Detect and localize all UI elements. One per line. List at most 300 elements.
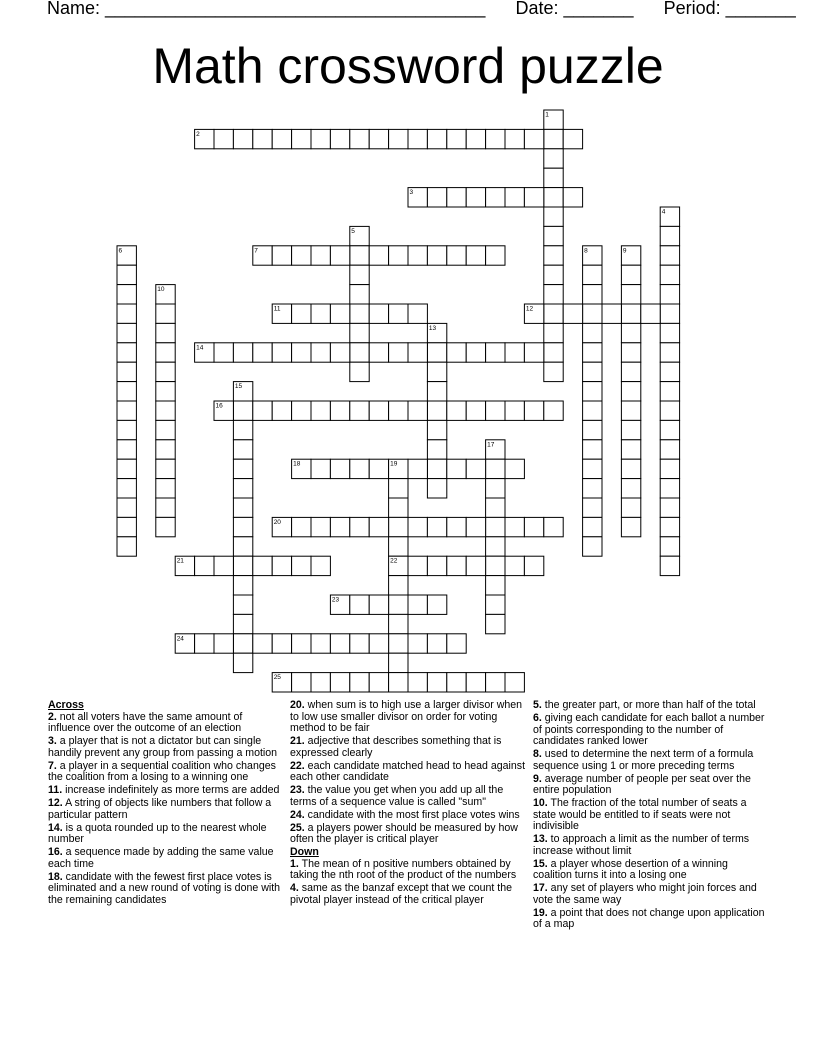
grid-cell[interactable] [330,343,349,362]
grid-cell[interactable] [660,265,679,284]
grid-cell[interactable] [233,537,252,556]
grid-cell[interactable] [660,537,679,556]
grid-cell[interactable] [389,498,408,517]
grid-cell[interactable] [214,556,233,575]
grid-cell[interactable] [583,382,602,401]
grid-cell[interactable] [621,440,640,459]
grid-cell[interactable] [621,304,640,323]
grid-cell[interactable] [311,246,330,265]
grid-cell[interactable] [369,129,388,148]
across-heading: Across [48,699,84,711]
grid-cell[interactable] [389,576,408,595]
grid-cell[interactable] [524,517,543,536]
period-field[interactable]: Period: _______ [663,0,796,18]
grid-cell[interactable] [544,129,563,148]
name-field[interactable]: Name: ______________________________________ [47,0,486,18]
grid-cell[interactable] [311,634,330,653]
grid-cell[interactable] [233,343,252,362]
clue-number: 13 [428,324,437,332]
grid-cell[interactable] [292,129,311,148]
grid-cell[interactable] [369,401,388,420]
grid-cell[interactable] [486,343,505,362]
grid-cell[interactable] [292,673,311,692]
grid-cell[interactable] [486,673,505,692]
grid-cell[interactable] [427,382,446,401]
grid-cell[interactable] [350,362,369,381]
grid-cell[interactable] [505,343,524,362]
grid-cell[interactable] [660,479,679,498]
grid-cell[interactable] [660,362,679,381]
grid-cell[interactable] [563,188,582,207]
grid-cell[interactable] [369,343,388,362]
clue-number: 23 [331,596,340,604]
grid-cell[interactable] [389,537,408,556]
grid-cell[interactable] [350,673,369,692]
grid-cell[interactable] [505,459,524,478]
grid-cell[interactable] [583,459,602,478]
grid-cell[interactable] [292,343,311,362]
grid-cell[interactable] [621,382,640,401]
grid-cell[interactable] [524,343,543,362]
clue-number: 8 [584,247,588,255]
grid-cell[interactable] [389,614,408,633]
grid-cell[interactable] [447,129,466,148]
grid-cell[interactable] [427,246,446,265]
grid-cell[interactable] [117,479,136,498]
grid-cell[interactable] [544,265,563,284]
grid-cell[interactable] [272,634,291,653]
grid-cell[interactable] [233,556,252,575]
clue-number: 17 [487,441,495,449]
grid-cell[interactable] [389,246,408,265]
clue-num: 3. [48,735,57,747]
across-clue [290,761,526,784]
down-clue [290,883,526,906]
grid-cell[interactable] [660,498,679,517]
grid-cell[interactable] [389,479,408,498]
grid-cell[interactable] [524,188,543,207]
grid-cell[interactable] [427,129,446,148]
grid-cell[interactable] [427,459,446,478]
grid-cell[interactable] [389,343,408,362]
grid-cell[interactable] [621,420,640,439]
grid-cell[interactable] [408,129,427,148]
grid-cell[interactable] [466,401,485,420]
grid-cell[interactable] [447,556,466,575]
grid-cell[interactable] [233,129,252,148]
grid-cell[interactable] [117,401,136,420]
grid-cell[interactable] [369,246,388,265]
grid-cell[interactable] [486,479,505,498]
grid-cell[interactable] [350,517,369,536]
grid-cell[interactable] [350,634,369,653]
grid-cell[interactable] [253,129,272,148]
grid-cell[interactable] [660,246,679,265]
grid-cell[interactable] [389,517,408,536]
grid-cell[interactable] [544,517,563,536]
grid-cell[interactable] [486,537,505,556]
grid-cell[interactable] [408,556,427,575]
grid-cell[interactable] [369,304,388,323]
grid-cell[interactable] [660,304,679,323]
grid-cell[interactable] [447,188,466,207]
grid-cell[interactable] [486,614,505,633]
grid-cell[interactable] [408,673,427,692]
grid-cell[interactable] [486,498,505,517]
grid-cell[interactable] [563,304,582,323]
grid-cell[interactable] [466,343,485,362]
grid-cell[interactable] [524,401,543,420]
grid-cell[interactable] [544,343,563,362]
grid-cell[interactable] [621,285,640,304]
grid-cell[interactable] [195,556,214,575]
grid-cell[interactable] [427,188,446,207]
grid-cell[interactable] [544,226,563,245]
grid-cell[interactable] [350,285,369,304]
grid-cell[interactable] [292,556,311,575]
grid-cell[interactable] [330,401,349,420]
grid-cell[interactable] [369,634,388,653]
grid-cell[interactable] [583,420,602,439]
grid-cell[interactable] [389,401,408,420]
grid-cell[interactable] [486,459,505,478]
grid-cell[interactable] [233,517,252,536]
grid-cell[interactable] [427,517,446,536]
grid-cell[interactable] [117,440,136,459]
grid-cell[interactable] [117,362,136,381]
grid-cell[interactable] [272,246,291,265]
grid-cell[interactable] [350,323,369,342]
grid-cell[interactable] [350,246,369,265]
grid-cell[interactable] [408,304,427,323]
grid-cell[interactable] [660,226,679,245]
grid-cell[interactable] [427,673,446,692]
grid-cell[interactable] [330,246,349,265]
down-clue [533,859,765,882]
grid-cell[interactable] [233,634,252,653]
grid-cell[interactable] [330,634,349,653]
grid-cell[interactable] [408,634,427,653]
grid-cell[interactable] [466,517,485,536]
grid-cell[interactable] [544,362,563,381]
clue-number: 4 [661,208,666,216]
grid-cell[interactable] [156,440,175,459]
grid-cell[interactable] [156,498,175,517]
grid-cell[interactable] [621,479,640,498]
grid-cell[interactable] [427,556,446,575]
grid-cell[interactable] [272,556,291,575]
across-clue [48,847,284,870]
grid-cell[interactable] [117,382,136,401]
grid-cell[interactable] [272,129,291,148]
grid-cell[interactable] [350,265,369,284]
grid-cell[interactable] [330,129,349,148]
grid-cell[interactable] [408,595,427,614]
grid-cell[interactable] [427,362,446,381]
grid-cell[interactable] [544,207,563,226]
grid-cell[interactable] [660,459,679,478]
grid-cell[interactable] [583,323,602,342]
grid-cell[interactable] [272,401,291,420]
grid-cell[interactable] [233,576,252,595]
grid-cell[interactable] [311,343,330,362]
grid-cell[interactable] [156,517,175,536]
clue-text: used to determine the next term of a formula sequence using 1 or more preceding terms [533,748,754,772]
grid-cell[interactable] [544,149,563,168]
grid-cell[interactable] [583,440,602,459]
grid-cell[interactable] [447,246,466,265]
grid-cell[interactable] [660,517,679,536]
grid-cell[interactable] [369,459,388,478]
grid-cell[interactable] [505,129,524,148]
grid-cell[interactable] [505,188,524,207]
grid-cell[interactable] [583,343,602,362]
grid-cell[interactable] [583,479,602,498]
grid-cell[interactable] [447,517,466,536]
grid-cell[interactable] [408,459,427,478]
clue-text: to approach a limit as the number of terms increase without limit [533,833,750,857]
clue-number: 12 [525,305,534,313]
grid-cell[interactable] [621,498,640,517]
grid-cell[interactable] [330,304,349,323]
grid-cell[interactable] [447,634,466,653]
grid-cell[interactable] [156,382,175,401]
grid-cell[interactable] [466,673,485,692]
grid-cell[interactable] [117,459,136,478]
grid-cell[interactable] [311,517,330,536]
grid-cell[interactable] [505,401,524,420]
grid-cell[interactable] [447,401,466,420]
grid-cell[interactable] [660,440,679,459]
grid-cell[interactable] [583,517,602,536]
grid-cell[interactable] [660,401,679,420]
clue-number: 15 [234,383,243,391]
grid-cell[interactable] [621,265,640,284]
grid-cell[interactable] [544,246,563,265]
grid-cell[interactable] [505,673,524,692]
grid-cell[interactable] [486,246,505,265]
grid-cell[interactable] [621,401,640,420]
grid-cell[interactable] [544,188,563,207]
grid-cell[interactable] [389,673,408,692]
grid-cell[interactable] [408,246,427,265]
clue-num: 6. [533,712,542,724]
grid-cell[interactable] [427,420,446,439]
grid-cell[interactable] [330,459,349,478]
down-heading: Down [290,846,319,858]
grid-cell[interactable] [544,285,563,304]
grid-cell[interactable] [350,129,369,148]
grid-cell[interactable] [583,285,602,304]
grid-cell[interactable] [233,653,252,672]
grid-cell[interactable] [292,401,311,420]
grid-cell[interactable] [641,304,660,323]
grid-cell[interactable] [389,653,408,672]
grid-cell[interactable] [195,634,214,653]
grid-cell[interactable] [389,129,408,148]
grid-cell[interactable] [311,556,330,575]
grid-cell[interactable] [292,517,311,536]
grid-cell[interactable] [486,556,505,575]
grid-cell[interactable] [486,595,505,614]
grid-cell[interactable] [466,188,485,207]
grid-cell[interactable] [524,129,543,148]
grid-cell[interactable] [350,459,369,478]
clue-text: any set of players who might join forces and vote the same way [533,882,757,906]
grid-cell[interactable] [233,401,252,420]
grid-cell[interactable] [214,634,233,653]
grid-cell[interactable] [602,304,621,323]
grid-cell[interactable] [253,634,272,653]
grid-cell[interactable] [233,498,252,517]
grid-cell[interactable] [292,634,311,653]
grid-cell[interactable] [389,304,408,323]
clue-number: 3 [409,189,414,197]
grid-cell[interactable] [505,517,524,536]
grid-cell[interactable] [583,362,602,381]
grid-cell[interactable] [369,595,388,614]
grid-cell[interactable] [156,420,175,439]
grid-cell[interactable] [117,420,136,439]
grid-cell[interactable] [486,517,505,536]
clue-num: 12. [48,797,63,809]
grid-cell[interactable] [466,129,485,148]
grid-cell[interactable] [621,323,640,342]
grid-cell[interactable] [330,517,349,536]
grid-cell[interactable] [427,440,446,459]
grid-cell[interactable] [311,401,330,420]
clue-text: a player in a sequential coalition who changes the coalition from a losing to a winning one [48,759,276,783]
grid-cell[interactable] [117,285,136,304]
grid-cell[interactable] [233,420,252,439]
grid-cell[interactable] [524,556,543,575]
grid-cell[interactable] [486,576,505,595]
grid-cell[interactable] [544,304,563,323]
grid-cell[interactable] [466,556,485,575]
grid-cell[interactable] [408,517,427,536]
grid-cell[interactable] [350,401,369,420]
grid-cell[interactable] [156,459,175,478]
grid-cell[interactable] [156,479,175,498]
grid-cell[interactable] [466,246,485,265]
grid-cell[interactable] [369,517,388,536]
grid-cell[interactable] [156,343,175,362]
grid-cell[interactable] [117,343,136,362]
grid-cell[interactable] [583,401,602,420]
grid-cell[interactable] [233,459,252,478]
grid-cell[interactable] [660,382,679,401]
grid-cell[interactable] [427,595,446,614]
grid-cell[interactable] [350,343,369,362]
grid-cell[interactable] [505,556,524,575]
grid-cell[interactable] [233,440,252,459]
grid-cell[interactable] [156,323,175,342]
grid-cell[interactable] [117,537,136,556]
grid-cell[interactable] [447,343,466,362]
date-field[interactable]: Date: _______ [515,0,634,18]
clue-text: The fraction of the total number of seats a state would be entitled to if seats were not indivisible [533,797,747,832]
grid-cell[interactable] [427,343,446,362]
grid-cell[interactable] [408,401,427,420]
grid-cell[interactable] [253,343,272,362]
grid-cell[interactable] [117,304,136,323]
grid-cell[interactable] [311,304,330,323]
grid-cell[interactable] [583,265,602,284]
grid-cell[interactable] [214,129,233,148]
grid-cell[interactable] [389,595,408,614]
grid-cell[interactable] [486,188,505,207]
grid-cell[interactable] [156,401,175,420]
grid-cell[interactable] [621,362,640,381]
grid-cell[interactable] [621,343,640,362]
grid-cell[interactable] [427,401,446,420]
grid-cell[interactable] [563,129,582,148]
grid-cell[interactable] [350,304,369,323]
grid-cell[interactable] [311,673,330,692]
grid-cell[interactable] [427,634,446,653]
grid-cell[interactable] [350,595,369,614]
grid-cell[interactable] [621,517,640,536]
grid-cell[interactable] [311,129,330,148]
grid-cell[interactable] [621,459,640,478]
grid-cell[interactable] [660,343,679,362]
grid-cell[interactable] [660,556,679,575]
grid-cell[interactable] [117,498,136,517]
grid-cell[interactable] [583,498,602,517]
clue-num: 2. [48,710,57,723]
grid-cell[interactable] [408,343,427,362]
grid-cell[interactable] [544,323,563,342]
grid-cell[interactable] [660,285,679,304]
grid-cell[interactable] [214,343,233,362]
clue-num: 10. [533,797,548,809]
grid-cell[interactable] [660,323,679,342]
clue-text: each candidate matched head to head against each other candidate [290,759,526,783]
grid-cell[interactable] [156,304,175,323]
grid-cell[interactable] [272,343,291,362]
grid-cell[interactable] [583,537,602,556]
grid-cell[interactable] [117,265,136,284]
grid-cell[interactable] [544,401,563,420]
grid-cell[interactable] [156,362,175,381]
clue-text: A string of objects like numbers that follow a particular pattern [48,797,272,821]
grid-cell[interactable] [117,323,136,342]
grid-cell[interactable] [447,459,466,478]
grid-cell[interactable] [486,129,505,148]
grid-cell[interactable] [427,479,446,498]
grid-cell[interactable] [544,168,563,187]
clues-column-2 [290,700,526,908]
grid-cell[interactable] [292,246,311,265]
grid-cell[interactable] [369,673,388,692]
grid-cell[interactable] [311,459,330,478]
grid-cell[interactable] [583,304,602,323]
grid-cell[interactable] [253,401,272,420]
grid-cell[interactable] [292,304,311,323]
grid-cell[interactable] [117,517,136,536]
grid-cell[interactable] [486,401,505,420]
grid-cell[interactable] [330,673,349,692]
grid-cell[interactable] [233,614,252,633]
grid-cell[interactable] [466,459,485,478]
clue-num: 16. [48,846,63,858]
grid-cell[interactable] [233,479,252,498]
grid-cell[interactable] [389,634,408,653]
grid-cell[interactable] [233,595,252,614]
grid-cell[interactable] [253,556,272,575]
grid-cell[interactable] [660,420,679,439]
grid-cell[interactable] [447,673,466,692]
